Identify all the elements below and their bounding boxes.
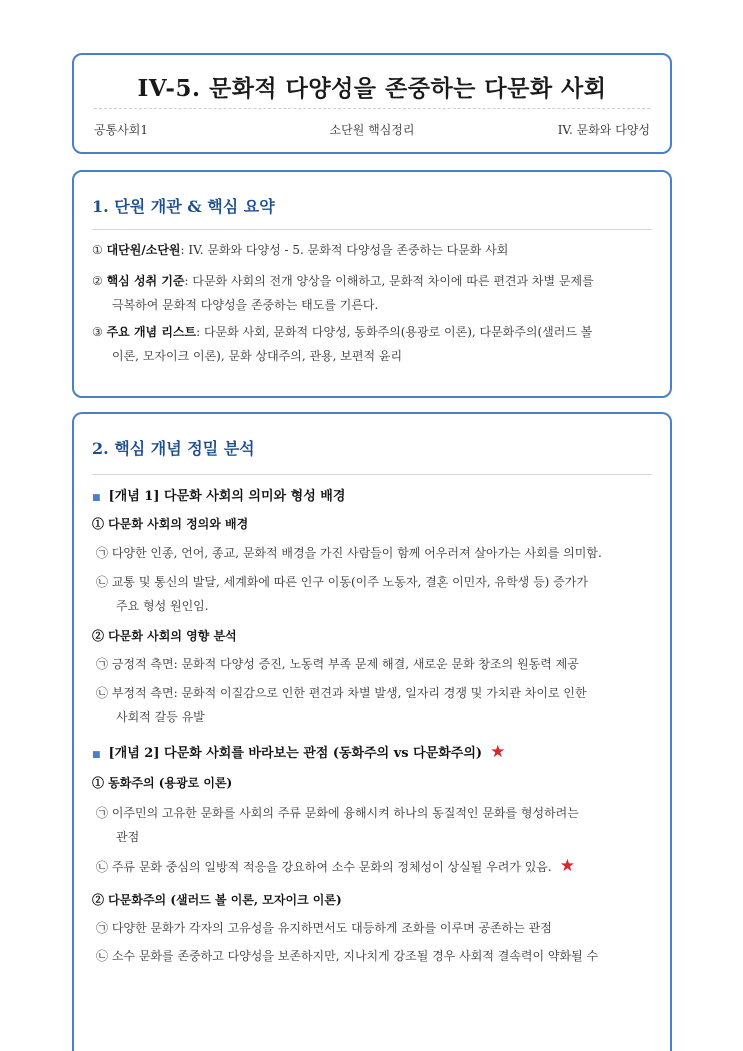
concept-title: [개념 1] 다문화 사회의 의미와 형성 배경 xyxy=(108,489,346,504)
header-box xyxy=(72,53,672,154)
concept-title: [개념 2] 다문화 사회를 바라보는 관점 (동화주의 vs 다문화주의) xyxy=(108,746,483,761)
unit-label: IV. 문화와 다양성 xyxy=(557,123,650,137)
bullet-text: ㉡ 소수 문화를 존중하고 다양성을 보존하지만, 지나치게 강조될 경우 사회적 결속력이 약화될 수 xyxy=(96,949,599,963)
bullet-text: ㉡ 교통 및 통신의 발달, 세계화에 따른 인구 이동(이주 노동자, 결혼 이민자, 유학생 등) 증가가 xyxy=(96,575,588,589)
concept-1-sub-1-bullet-2 xyxy=(92,570,652,618)
item-number: ② xyxy=(92,274,103,288)
bullet-text: ㉠ 긍정적 측면: 문화적 다양성 증진, 노동력 부족 문제 해결, 새로운 문화 창조의 원동력 제공 xyxy=(96,657,579,671)
item-number: ③ xyxy=(92,325,103,339)
item-number: ① xyxy=(92,243,103,257)
concept-1-sub-2-title xyxy=(92,624,652,648)
header-divider xyxy=(94,108,650,109)
section-divider xyxy=(92,474,652,475)
sub-title: ② 다문화주의 (샐러드 볼 이론, 모자이크 이론) xyxy=(92,893,342,907)
item-key: 대단원/소단원 xyxy=(106,243,181,257)
item-key: 핵심 성취 기준 xyxy=(106,274,185,288)
bullet-text: ㉡ 부정적 측면: 문화적 이질감으로 인한 편견과 차별 발생, 일자리 경쟁 및 가치관 차이로 인한 xyxy=(96,686,587,700)
square-bullet-icon: ■ xyxy=(92,750,101,760)
concept-1-sub-2-bullet-1 xyxy=(92,652,652,676)
concept-2-heading xyxy=(92,740,652,767)
bullet-text-continued: 주요 형성 원인임. xyxy=(116,599,209,613)
bullet-text-continued: 관점 xyxy=(116,830,140,844)
item-text: : 다문화 사회, 문화적 다양성, 동화주의(용광로 이론), 다문화주의(샐러드 볼 xyxy=(196,325,593,339)
doc-type-label: 소단원 핵심정리 xyxy=(329,123,415,137)
star-icon: ★ xyxy=(559,856,575,876)
bullet-text: ㉠ 다양한 인종, 언어, 종교, 문화적 배경을 가진 사람들이 함께 어우러져 살아가는 사회를 의미함. xyxy=(96,546,602,560)
bullet-text: ㉡ 주류 문화 중심의 일방적 적응을 강요하여 소수 문화의 정체성이 상실될 우려가 있음. xyxy=(96,860,552,874)
concept-2-sub-1-title xyxy=(92,771,652,795)
section-divider xyxy=(92,229,652,230)
overview-item-1 xyxy=(92,238,652,262)
square-bullet-icon: ■ xyxy=(92,493,101,503)
sub-title: ① 동화주의 (용광로 이론) xyxy=(92,776,233,790)
sub-title: ② 다문화 사회의 영향 분석 xyxy=(92,629,237,643)
concept-2-sub-2-bullet-2 xyxy=(92,944,652,968)
item-key: 주요 개념 리스트 xyxy=(106,325,197,339)
section-overview xyxy=(72,170,672,398)
bullet-text: ㉠ 이주민의 고유한 문화를 사회의 주류 문화에 융해시켜 하나의 동질적인 문화를 형성하려는 xyxy=(96,806,579,820)
concept-2-sub-1-bullet-2 xyxy=(92,854,652,879)
concept-1-sub-1-bullet-1 xyxy=(92,541,652,565)
concept-2-sub-2-bullet-1 xyxy=(92,916,652,940)
concept-1-heading xyxy=(92,484,652,510)
item-text: : 다문화 사회의 전개 양상을 이해하고, 문화적 차이에 따른 편견과 차별 문제를 xyxy=(184,274,594,288)
sub-title: ① 다문화 사회의 정의와 배경 xyxy=(92,517,249,531)
concept-2-sub-1-bullet-1 xyxy=(92,801,652,849)
concept-1-sub-2-bullet-2 xyxy=(92,681,652,729)
section-title: 2. 핵심 개념 정밀 분석 xyxy=(92,439,255,458)
concept-1-sub-1-title xyxy=(92,512,652,536)
bullet-text: ㉠ 다양한 문화가 각자의 고유성을 유지하면서도 대등하게 조화를 이루며 공존하는 관점 xyxy=(96,921,552,935)
item-text-continued: 극복하여 문화적 다양성을 존중하는 태도를 기른다. xyxy=(112,298,379,312)
section-title: 1. 단원 개관 & 핵심 요약 xyxy=(92,197,275,216)
star-icon: ★ xyxy=(490,742,506,762)
item-text-continued: 이론, 모자이크 이론), 문화 상대주의, 관용, 보편적 윤리 xyxy=(112,349,403,363)
page-title: IV-5. 문화적 다양성을 존중하는 다문화 사회 xyxy=(137,75,607,102)
item-text: : IV. 문화와 다양성 - 5. 문화적 다양성을 존중하는 다문화 사회 xyxy=(180,243,509,257)
section-analysis xyxy=(72,412,672,1051)
bullet-text-continued: 사회적 갈등 유발 xyxy=(116,710,205,724)
subject-label: 공통사회1 xyxy=(94,123,149,137)
concept-2-sub-2-title xyxy=(92,888,652,912)
overview-item-2 xyxy=(92,269,652,317)
overview-item-3 xyxy=(92,320,652,368)
